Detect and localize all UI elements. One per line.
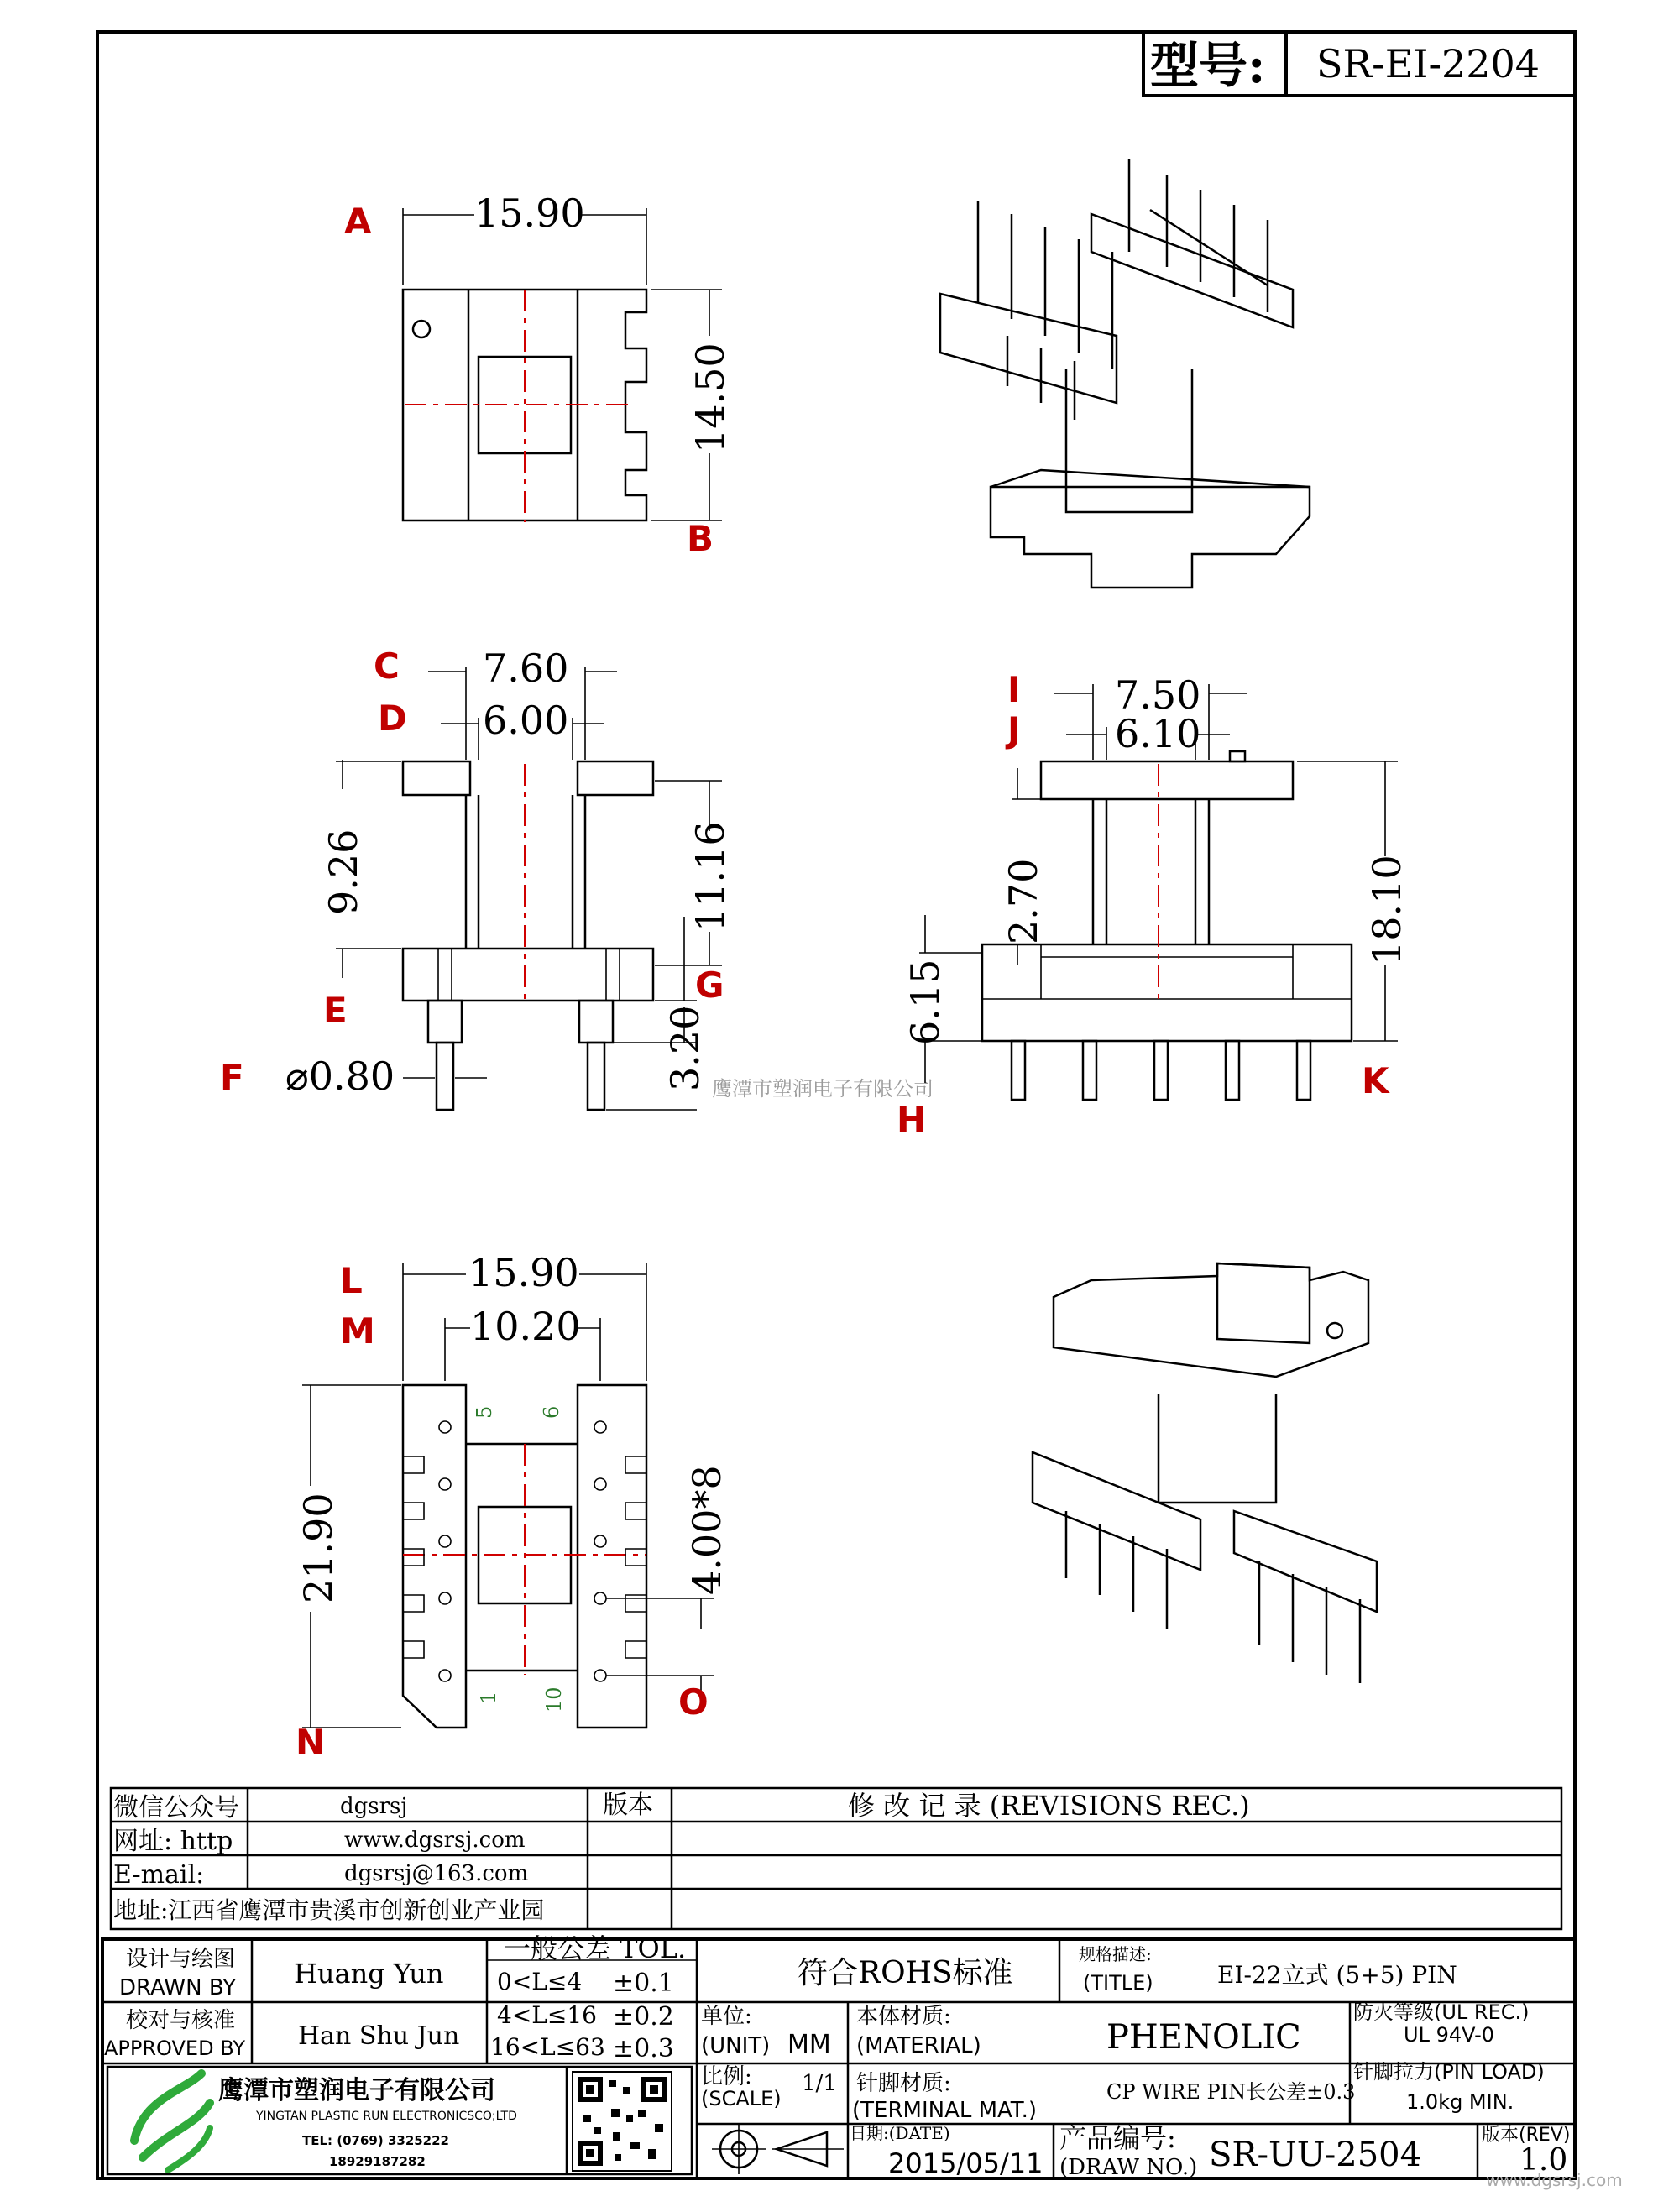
dim-g: 11.16 [688,821,733,932]
pinload-value: 1.0kg MIN. [1406,2090,1514,2114]
label-k: K [1362,1060,1389,1101]
scale-cn: 比例: [701,2064,752,2089]
unit-cn: 单位: [701,2004,752,2029]
company-mobile: 18929187282 [329,2154,426,2169]
label-b: B [687,518,714,559]
model-header [1143,32,1575,96]
front-view [220,646,733,1110]
dim-e: 9.26 [321,829,366,915]
tol-range-3: 16<L≤63 [490,2033,605,2061]
company-logo-icon [134,2073,210,2170]
approved-en: APPROVED BY [104,2037,246,2060]
drawno-cn: 产品编号: [1059,2122,1176,2154]
rohs-statement: 符合ROHS标准 [798,1956,1013,1990]
watermark-company: 鹰潭市塑润电子有限公司 [712,1077,934,1101]
top-view [344,191,733,559]
bottom-view [296,1250,730,1763]
label-e: E [323,990,348,1031]
label-d: D [378,698,407,739]
drawn-cn: 设计与绘图 [126,1947,236,1972]
scale-value: 1/1 [802,2071,837,2096]
terminal-value: CP WIRE PIN长公差±0.3 [1106,2080,1356,2104]
web-label: 网址: http [113,1827,233,1856]
drawing-border [97,32,1575,2178]
dim-side-a: 2.70 [1001,858,1046,944]
label-a: A [344,201,372,242]
scale-en: (SCALE) [701,2087,782,2110]
pin-number-6: 6 [540,1405,563,1419]
dim-n: 21.90 [296,1493,341,1603]
email-label: E-mail: [113,1860,205,1890]
dim-o: 4.00*8 [684,1465,730,1595]
rev-value: 1.0 [1519,2143,1568,2178]
label-c: C [374,646,400,687]
tol-value-2: ±0.2 [613,2002,674,2032]
dim-m: 10.20 [470,1304,581,1349]
side-view [897,669,1410,1140]
drawno-en: (DRAW NO.) [1059,2155,1198,2180]
date-value: 2015/05/11 [888,2147,1043,2179]
wechat-label: 微信公众号 [113,1793,239,1822]
terminal-en: (TERMINAL MAT.) [852,2098,1038,2123]
title-en: (TITLE) [1083,1971,1153,1995]
projection-symbol-icon [712,2124,844,2174]
pinload-cn: 针脚拉力(PIN LOAD) [1353,2060,1545,2084]
dim-pin-length: 3.20 [662,1005,708,1091]
drawno-value: SR-UU-2504 [1209,2136,1422,2174]
dim-f: ⌀0.80 [285,1054,395,1099]
approved-name: Han Shu Jun [298,2021,460,2051]
label-h: H [897,1099,927,1140]
tol-header: 一般公差 TOL. [504,1932,687,1964]
pin-number-5: 5 [473,1405,496,1419]
label-f: F [220,1057,244,1098]
label-j: J [1007,709,1021,750]
unit-en: (UNIT) [701,2033,771,2058]
dim-l: 15.90 [468,1250,579,1295]
material-en: (MATERIAL) [856,2033,981,2058]
approved-cn: 校对与核准 [126,2008,236,2033]
address: 地址:江西省鹰潭市贵溪市创新创业产业园 [113,1896,545,1924]
label-l: L [340,1260,363,1301]
web-value: www.dgsrsj.com [344,1828,526,1853]
dim-k: 18.10 [1364,855,1410,965]
iso-view-top [940,159,1310,588]
fire-cn: 防火等级(UL REC.) [1353,2000,1530,2024]
company-tel: TEL: (0769) 3325222 [302,2133,449,2148]
label-g: G [695,965,724,1006]
tol-value-1: ±0.1 [613,1969,674,1998]
label-i: I [1007,669,1021,710]
dim-i: 7.50 [1115,672,1201,718]
wechat-value: dgsrsj [340,1794,408,1819]
tol-value-3: ±0.3 [613,2034,674,2063]
terminal-cn: 针脚材质: [856,2071,951,2096]
iso-view-bottom [1033,1263,1377,1683]
watermark-site: www.dgsrsj.com [1486,2170,1623,2190]
label-n: N [296,1722,326,1763]
qr-code-icon [573,2072,672,2171]
label-m: M [340,1310,375,1352]
unit-value: MM [787,2030,831,2059]
company-en: YINGTAN PLASTIC RUN ELECTRONICSCO;LTD [256,2110,517,2123]
material-value: PHENOLIC [1106,2018,1301,2057]
company-cn: 鹰潭市塑润电子有限公司 [218,2076,495,2105]
title-block [102,1932,1575,2180]
revisions-header: 修 改 记 录 (REVISIONS REC.) [848,1790,1250,1822]
date-cn: 日期:(DATE) [850,2123,950,2143]
dim-j: 6.10 [1115,711,1201,756]
title-value: EI-22立式 (5+5) PIN [1217,1961,1457,1989]
material-cn: 本体材质: [856,2004,951,2029]
tol-range-1: 0<L≤4 [497,1968,583,1995]
dim-a: 15.90 [474,191,585,236]
tol-range-2: 4<L≤16 [497,2001,597,2029]
dim-b: 14.50 [688,343,733,453]
info-table [111,1788,1561,1929]
email-value: dgsrsj@163.com [344,1861,529,1886]
drawn-name: Huang Yun [294,1958,444,1990]
fire-value: UL 94V-0 [1404,2023,1495,2047]
dim-side-h: 6.15 [902,959,948,1045]
title-cn: 规格描述: [1079,1944,1152,1964]
dim-c: 7.60 [483,646,569,691]
dim-d: 6.00 [483,698,569,743]
rev-cn: 版本(REV) [1482,2125,1571,2146]
drawn-en: DRAWN BY [119,1975,237,2000]
pin-number-10: 10 [542,1686,566,1713]
label-o: O [678,1681,709,1723]
model-label: 型号: [1150,37,1266,94]
model-value: SR-EI-2204 [1316,41,1540,86]
version-header: 版本 [603,1791,653,1820]
pin-number-1: 1 [477,1691,500,1704]
